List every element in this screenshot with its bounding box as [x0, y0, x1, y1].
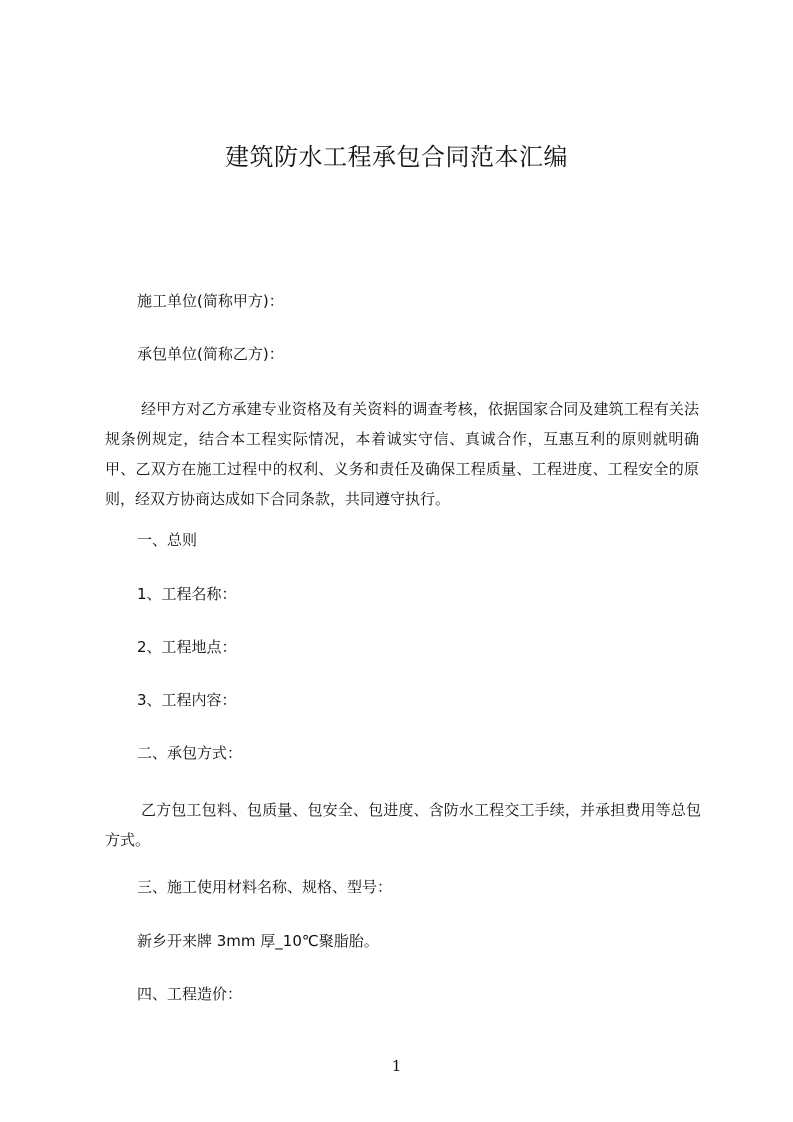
project-location-field: 2、工程地点： — [137, 638, 237, 656]
section-1-heading: 一、总则 — [137, 531, 198, 549]
document-title: 建筑防水工程承包合同范本汇编 — [225, 143, 568, 171]
page-number: 1 — [391, 1057, 402, 1075]
material-spec-line: 新乡开来牌 3mm 厚_10℃聚脂胎。 — [137, 932, 379, 950]
contracting-method-paragraph: 乙方包工包料、包质量、包安全、包进度、含防水工程交工手续，并承担费用等总包方式。 — [105, 801, 701, 849]
section-3-heading: 三、施工使用材料名称、规格、型号： — [137, 878, 393, 896]
section-4-heading: 四、工程造价： — [137, 985, 243, 1003]
party-a-line: 施工单位(简称甲方)： — [137, 292, 284, 310]
intro-paragraph: 经甲方对乙方承建专业资格及有关资料的调查考核，依据国家合同及建筑工程有关法规条例规定，结合本工程实际情况，本着诚实守信、真诚合作，互惠互利的原则就明确甲、乙双方在施工过程中的权利、义务和责任及确保工程质量、工程进度、工程安全的原则，经双方协商达成如下合同条款，共同遵守执行。 — [105, 400, 699, 508]
party-b-line: 承包单位(简称乙方)： — [137, 345, 284, 363]
project-name-field: 1、工程名称： — [137, 585, 237, 603]
section-2-heading: 二、承包方式： — [137, 744, 243, 762]
project-content-field: 3、工程内容： — [137, 691, 237, 709]
